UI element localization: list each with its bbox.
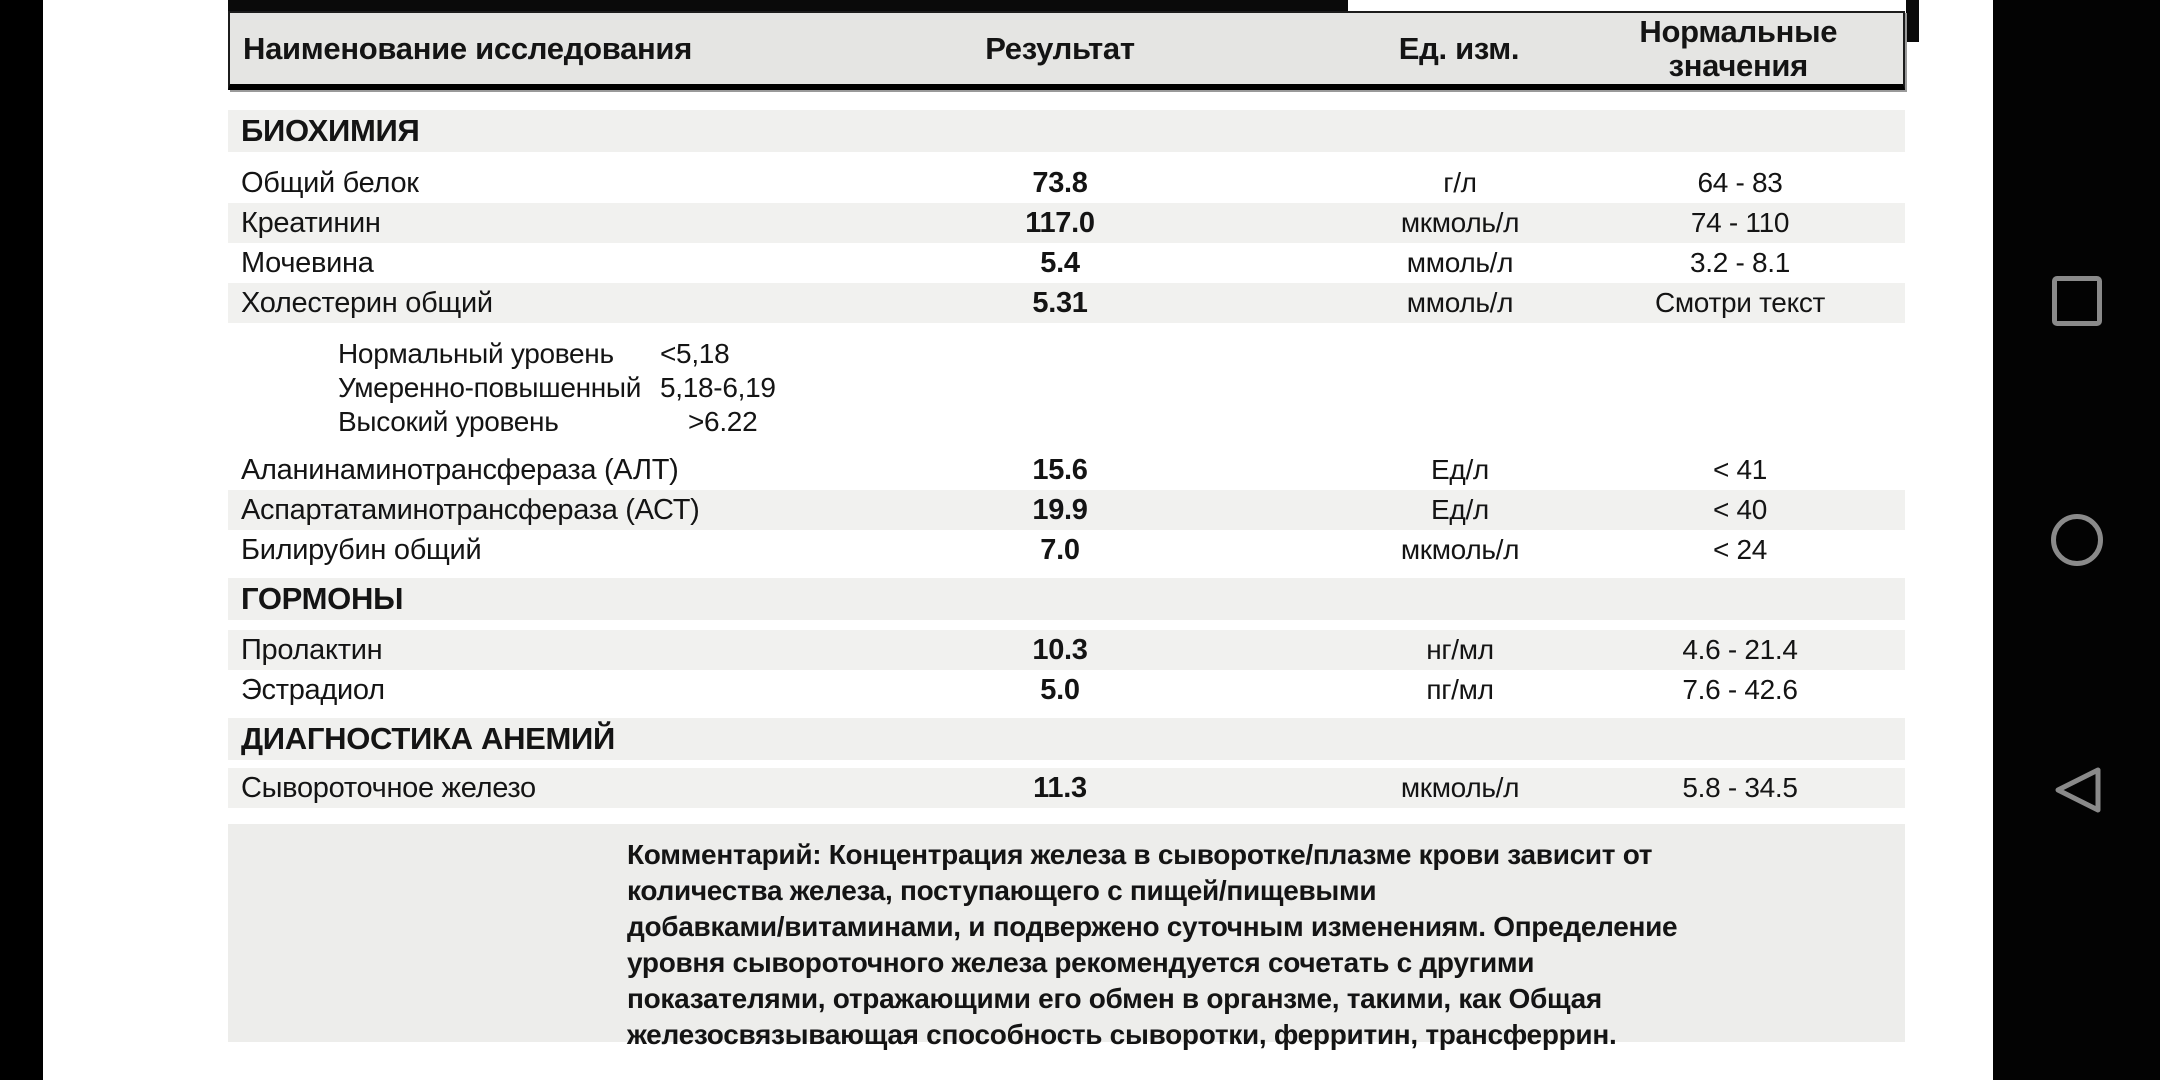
comment-text-line: Комментарий: Концентрация железа в сыворотке/плазме крови зависит от (627, 839, 1653, 870)
table-row (228, 283, 1905, 323)
analysis-name: Креатинин (241, 206, 381, 239)
table-row (228, 670, 1905, 710)
android-navigation-bar (1993, 0, 2160, 1080)
section-header-hormones: ГОРМОНЫ (228, 578, 1905, 620)
home-circle-icon (2051, 514, 2103, 566)
analysis-name: Общий белок (241, 166, 419, 199)
analysis-normal-range: 5.8 - 34.5 (1682, 772, 1798, 803)
analysis-name: Аланинаминотрансфераза (АЛТ) (241, 453, 679, 486)
comment-text-line: количества железа, поступающего с пищей/пищевыми (627, 875, 1377, 906)
analysis-normal-range: < 41 (1712, 454, 1768, 485)
comment-text-line: железосвязывающая способность сыворотки, ферритин, трансферрин. (627, 1019, 1617, 1050)
analysis-normal-range: 3.2 - 8.1 (1689, 247, 1791, 278)
cholesterol-reference-levels (228, 323, 1905, 437)
analysis-units: Ед/л (1431, 494, 1489, 525)
header-normal: Нормальные значения (1639, 13, 1838, 83)
analysis-units: Ед/л (1431, 454, 1489, 485)
enzymes-rows-group (228, 450, 1905, 570)
analysis-units: г/л (1443, 167, 1477, 198)
table-row (228, 490, 1905, 530)
cholesterol-level-line (338, 371, 1905, 405)
table-row (228, 630, 1905, 670)
analysis-normal-range: 4.6 - 21.4 (1682, 634, 1798, 665)
table-row (228, 203, 1905, 243)
scan-artifact-top-bar (228, 0, 1348, 11)
analysis-name: Пролактин (241, 633, 383, 666)
comment-text-line: добавками/витаминами, и подвержено суточным изменениям. Определение (627, 911, 1678, 942)
analysis-result: 10.3 (1032, 633, 1088, 666)
analysis-normal-range: < 24 (1712, 534, 1768, 565)
analysis-result: 11.3 (1033, 771, 1087, 804)
cholesterol-level-label: Нормальный уровень (338, 338, 614, 369)
scan-artifact-right-tick (1906, 0, 1919, 42)
analysis-units: пг/мл (1426, 674, 1494, 705)
cholesterol-level-line (338, 337, 1905, 371)
header-result: Результат (985, 30, 1135, 66)
back-button[interactable] (2051, 766, 2103, 817)
analysis-result: 5.0 (1040, 673, 1080, 706)
serum-iron-comment-block (228, 824, 1905, 1050)
header-units: Ед. изм. (1398, 30, 1520, 66)
table-row (228, 450, 1905, 490)
analysis-normal-range: 74 - 110 (1690, 207, 1790, 238)
analysis-result: 7.0 (1040, 533, 1080, 566)
table-header-row (228, 11, 1905, 90)
section-header-biochemistry: БИОХИМИЯ (228, 110, 1905, 152)
cholesterol-level-label: Высокий уровень (338, 406, 559, 437)
home-button[interactable] (2051, 514, 2103, 566)
analysis-units: ммоль/л (1406, 247, 1514, 278)
analysis-normal-range: 64 - 83 (1697, 167, 1783, 198)
analysis-units: ммоль/л (1406, 287, 1514, 318)
analysis-result: 117.0 (1025, 206, 1095, 239)
recents-square-icon (2052, 276, 2102, 326)
cholesterol-level-value: 5,18-6,19 (660, 372, 776, 403)
analysis-units: нг/мл (1426, 634, 1494, 665)
table-row (228, 530, 1905, 570)
analysis-units: мкмоль/л (1400, 207, 1520, 238)
table-body (228, 110, 1905, 1050)
comment-text-line: показателями, отражающими его обмен в органзме, такими, как Общая (627, 983, 1602, 1014)
recents-button[interactable] (2052, 276, 2102, 326)
left-screen-bezel (0, 0, 43, 1080)
analysis-name: Мочевина (241, 246, 374, 279)
table-row (228, 768, 1905, 808)
analysis-name: Аспартатаминотрансфераза (АСТ) (241, 493, 700, 526)
cholesterol-level-label: Умеренно-повышенный (338, 372, 642, 403)
cholesterol-level-line (338, 405, 1905, 439)
analysis-name: Билирубин общий (241, 533, 482, 566)
table-row (228, 243, 1905, 283)
analysis-result: 15.6 (1032, 453, 1088, 486)
analysis-normal-range: 7.6 - 42.6 (1682, 674, 1798, 705)
cholesterol-level-value: >6.22 (688, 406, 758, 437)
analysis-units: мкмоль/л (1400, 534, 1520, 565)
analysis-name: Сывороточное железо (241, 771, 536, 804)
analysis-name: Эстрадиол (241, 673, 385, 706)
analysis-result: 19.9 (1032, 493, 1088, 526)
analysis-normal-range: < 40 (1712, 494, 1768, 525)
section-header-anemia-diagnostics: ДИАГНОСТИКА АНЕМИЙ (228, 718, 1905, 760)
comment-text-line: уровня сывороточного железа рекомендуется сочетать с другими (627, 947, 1535, 978)
analysis-name: Холестерин общий (241, 286, 493, 319)
analysis-units: мкмоль/л (1400, 772, 1520, 803)
back-triangle-icon (2051, 766, 2103, 814)
analysis-normal-range: Смотри текст (1654, 287, 1826, 318)
table-row (228, 163, 1905, 203)
analysis-result: 5.4 (1040, 246, 1080, 279)
analysis-result: 5.31 (1032, 286, 1088, 319)
analysis-result: 73.8 (1032, 166, 1088, 199)
header-name: Наименование исследования (243, 30, 692, 66)
cholesterol-level-value: <5,18 (660, 338, 730, 369)
lab-report-document (228, 11, 1905, 1050)
